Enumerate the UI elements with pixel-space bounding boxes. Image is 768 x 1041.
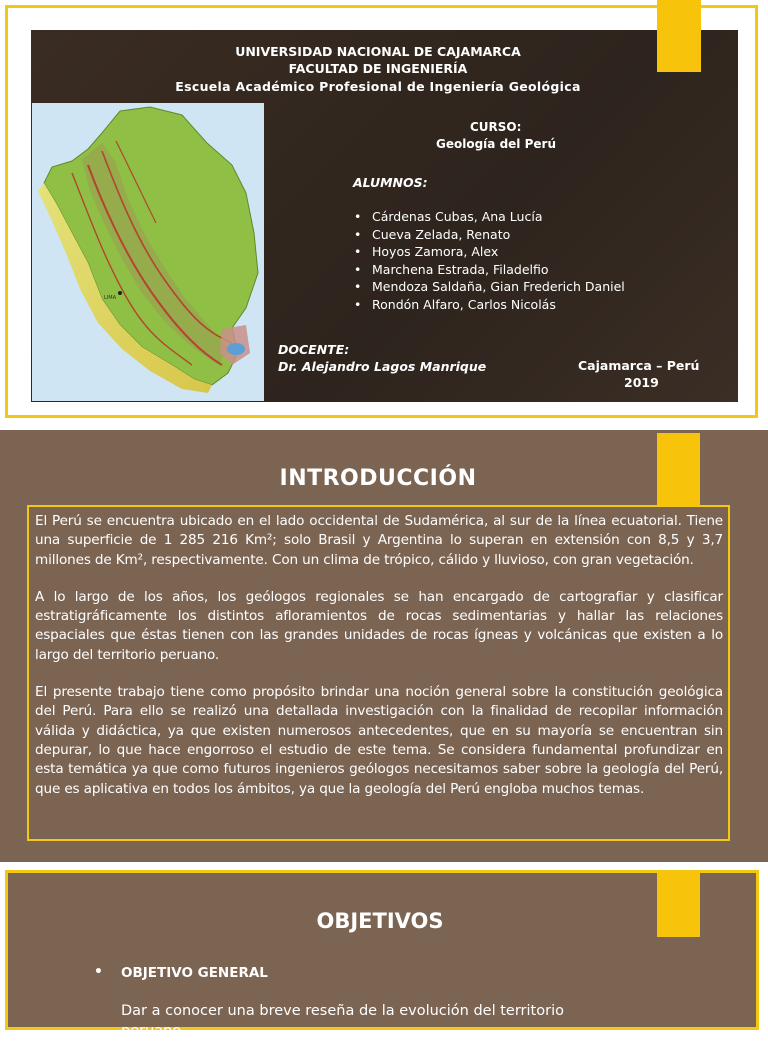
school-name: Escuela Académico Profesional de Ingeniería Geológica [175, 79, 581, 94]
students-label: ALUMNOS: [353, 175, 428, 190]
objectives-panel [5, 870, 759, 1039]
objectives-title: OBJETIVOS [316, 909, 444, 933]
faculty-name: FACULTAD DE INGENIERÍA [288, 61, 468, 76]
student-item: • Rondón Alfaro, Carlos Nicolás [354, 296, 625, 314]
introduction-text-box [27, 505, 730, 841]
cover-slide [0, 0, 768, 426]
course-label: CURSO: [470, 120, 522, 134]
bullet-marker: • [94, 964, 103, 980]
student-item: • Cárdenas Cubas, Ana Lucía [354, 208, 625, 226]
introduction-paragraph: El presente trabajo tiene como propósito brindar una noción general sobre la constitución geológica del Perú. Para ello se realizó una detallada investigación con la finalidad de recopilar información válida y didáctica, ya que existen numerosos antecedentes, que en su mayoría se encuentran sin depurar, lo que hace engorroso el estudio de este tema. Se considera fundamental profundizar en esta temática ya que como futuros ingenieros geólogos necesitamos saber sobre la geología del Perú, que es aplicativa en todos los ámbitos, ya que la geología del Perú engloba muchos temas. [35, 684, 723, 797]
accent-tab [657, 871, 700, 937]
student-item: • Mendoza Saldaña, Gian Frederich Daniel [354, 278, 625, 296]
map-city-label: LIMA [104, 295, 116, 301]
introduction-paragraph: El Perú se encuentra ubicado en el lado occidental de Sudamérica, al sur de la línea ecuatorial. Tiene una superficie de 1 285 216 Km²; solo Brasil y Argentina lo superan en extensión con 8,5 y 3,7 millones de Km², respectivamente. Con un clima de trópico, cálido y lluvioso, con gran vegetación. [35, 513, 723, 568]
student-item: • Hoyos Zamora, Alex [354, 243, 625, 261]
place-label: Cajamarca – Perú [578, 358, 700, 373]
student-item: • Cueva Zelada, Renato [354, 226, 625, 244]
university-name: UNIVERSIDAD NACIONAL DE CAJAMARCA [235, 44, 521, 59]
introduction-paragraph: A lo largo de los años, los geólogos regionales se han encargado de cartografiar y clasificar estratigráficamente los distintos afloramientos de rocas sedimentarias y hallar las relaciones espaciales que éstas tienen con las grandes unidades de rocas ígneas y volcánicas que existen a lo largo del territorio peruano. [35, 588, 723, 663]
introduction-title: INTRODUCCIÓN [279, 466, 477, 491]
objectives-slide [0, 866, 768, 1039]
accent-tab [657, 0, 701, 72]
students-list [354, 208, 625, 313]
course-name: Geología del Perú [436, 137, 556, 151]
general-objective-text: Dar a conocer una breve reseña de la evolución del territorio peruano. [121, 1003, 564, 1039]
peru-map-image [32, 103, 264, 401]
student-item: • Marchena Estrada, Filadelfio [354, 261, 625, 279]
introduction-slide [0, 430, 768, 862]
general-objective-label: OBJETIVO GENERAL [121, 965, 268, 981]
teacher-label: DOCENTE: [278, 342, 350, 357]
teacher-name: Dr. Alejandro Lagos Manrique [278, 359, 487, 374]
peru-map-graphic [32, 103, 264, 401]
year-label: 2019 [624, 375, 659, 390]
